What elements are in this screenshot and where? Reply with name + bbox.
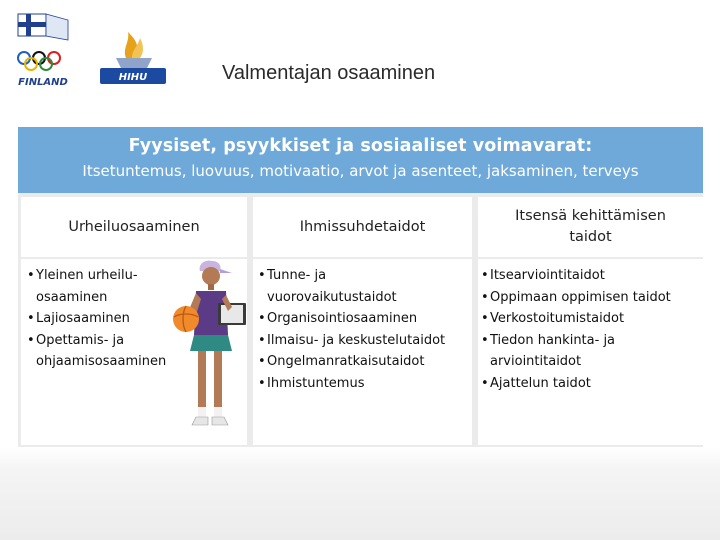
interpersonal-skills-list — [258, 265, 468, 394]
hihu-wordmark: HIHU — [118, 72, 148, 83]
list-item: • Ihmistuntemus — [258, 373, 468, 395]
column-body-interpersonal-skills — [253, 259, 472, 445]
banner-title: Fyysiset, psyykkiset ja sosiaaliset voimavarat: — [128, 136, 593, 156]
sports-competence-list — [27, 265, 187, 373]
banner-subtitle: Itsetuntemus, luovuus, motivaatio, arvot ja asenteet, jaksaminen, terveys — [82, 162, 639, 180]
list-item: • Tunne- ja vuorovaikutustaidot — [258, 265, 432, 308]
footer-band — [0, 447, 720, 540]
column-header-interpersonal-skills: Ihmissuhdetaidot — [253, 197, 472, 257]
column-header-sports-competence: Urheiluosaaminen — [21, 197, 247, 257]
column-header-row — [21, 197, 703, 257]
competence-table — [18, 193, 703, 447]
list-item: • Ajattelun taidot — [481, 373, 701, 395]
column-body-self-development-skills — [478, 259, 703, 445]
list-item: • Opettamis- ja ohjaamisosaaminen — [27, 330, 187, 373]
finland-wordmark: FINLAND — [18, 77, 68, 88]
self-development-skills-list — [481, 265, 701, 394]
finland-olympic-logo — [10, 12, 76, 90]
hihu-logo — [96, 28, 172, 88]
list-item: • Oppimaan oppimisen taidot — [481, 287, 701, 309]
list-item: • Ilmaisu- ja keskustelutaidot — [258, 330, 468, 352]
coach-illustration — [168, 255, 250, 437]
resources-banner — [18, 127, 703, 193]
list-item: • Itsearviointitaidot — [481, 265, 701, 287]
column-header-self-development-skills: Itsensä kehittämisen taidot — [478, 197, 703, 257]
list-item: • Tiedon hankinta- ja arviointitaidot — [481, 330, 640, 373]
list-item: • Verkostoitumistaidot — [481, 308, 701, 330]
list-item: • Ongelmanratkaisutaidot — [258, 351, 468, 373]
list-item: • Lajiosaaminen — [27, 308, 187, 330]
list-item: • Organisointiosaaminen — [258, 308, 468, 330]
list-item: • Yleinen urheilu-osaaminen — [27, 265, 187, 308]
page-title: Valmentajan osaaminen — [222, 62, 436, 84]
